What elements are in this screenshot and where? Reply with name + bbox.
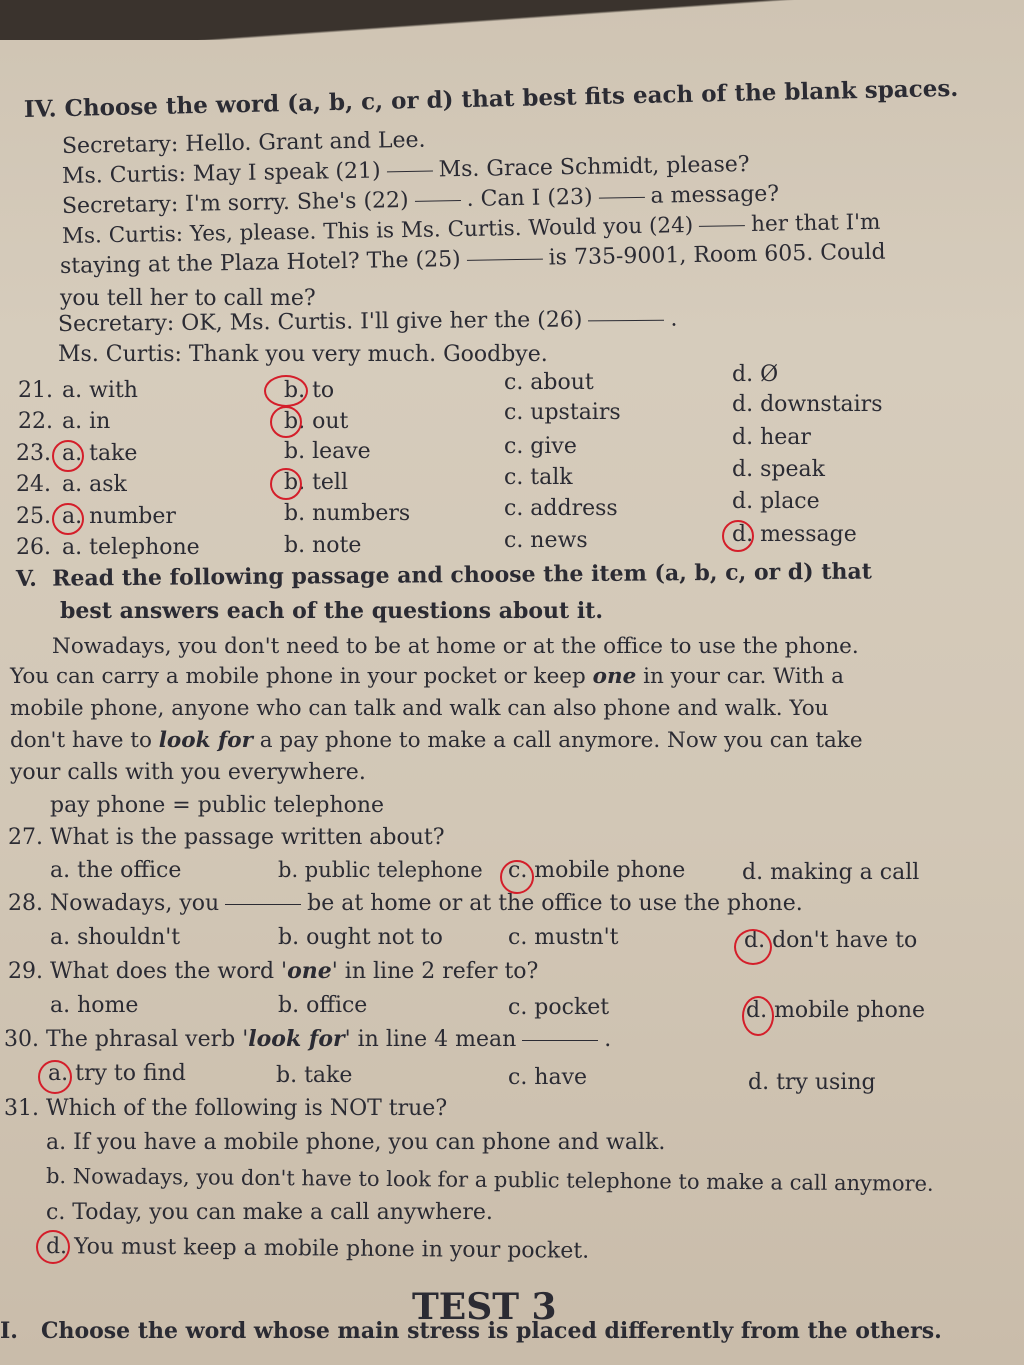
dialogue-line: Ms. Curtis: May I speak (21) Ms. Grace Schmidt, please? (61, 151, 750, 189)
option-a: a. the office (50, 858, 182, 883)
dialogue-line: Secretary: OK, Ms. Curtis. I'll give her the (26) . (57, 306, 678, 337)
question-number: 24. (16, 472, 51, 497)
question-30: 30. The phrasal verb 'look for' in line 4 mean . (4, 1026, 612, 1052)
answer-circle-28-d (734, 929, 772, 965)
option-a: a. home (50, 993, 139, 1018)
question-number: 26. (16, 535, 51, 560)
option-b: b. take (276, 1063, 353, 1088)
option-d: d. making a call (742, 860, 920, 885)
answer-circle-27-c (500, 860, 534, 894)
question-number: 22. (18, 409, 53, 434)
option-c: c. have (508, 1065, 588, 1090)
option-b: b. tell (284, 470, 349, 495)
option-d: d. Ø (732, 362, 779, 387)
blank-24 (699, 224, 745, 227)
passage-line: You can carry a mobile phone in your pocket or keep one in your car. With a (10, 664, 844, 689)
option-b: b. office (278, 993, 368, 1018)
option-b: b. out (284, 409, 349, 434)
option-c: c. about (504, 370, 594, 395)
question-27: 27. What is the passage written about? (8, 825, 445, 850)
section-v-roman: V. (15, 565, 38, 592)
blank-21 (387, 170, 433, 173)
option-a: a. shouldn't (50, 925, 181, 950)
question-number: 25. (16, 504, 51, 529)
option-d: d. You must keep a mobile phone in your pocket. (45, 1234, 590, 1264)
answer-circle-23-a (52, 440, 84, 472)
test-3-heading: TEST 3 (412, 1286, 557, 1328)
answer-circle-25-a (52, 503, 84, 535)
option-d: d. mobile phone (746, 998, 926, 1023)
answer-circle-24-b (270, 468, 302, 500)
question-28: 28. Nowadays, you be at home or at the office to use the phone. (8, 891, 803, 916)
option-b: b. public telephone (278, 858, 483, 882)
keyword-look-for: look for (158, 728, 253, 753)
blank-25 (467, 258, 543, 261)
dialogue-line: you tell her to call me? (60, 286, 316, 311)
option-b: b. to (284, 378, 335, 403)
option-c: c. address (504, 496, 618, 521)
dialogue-line: Ms. Curtis: Thank you very much. Goodbye. (58, 342, 548, 367)
dialogue-line: staying at the Plaza Hotel? The (25) is 735-9001, Room 605. Could (59, 239, 886, 279)
option-d: d. message (732, 522, 857, 547)
answer-circle-30-a (38, 1060, 72, 1094)
option-c: c. news (504, 528, 588, 553)
answer-circle-29-d (742, 996, 774, 1036)
keyword-one: one (592, 664, 637, 689)
answer-circle-26-d (722, 520, 754, 552)
question-number: 21. (18, 378, 53, 403)
option-b: b. Nowadays, you don't have to look for a public telephone to make a call anymore. (45, 1164, 934, 1196)
section-iv-roman: IV. (23, 95, 57, 123)
option-c: c. talk (504, 465, 573, 490)
answer-circle-31-d (36, 1230, 70, 1264)
blank-30 (522, 1039, 598, 1041)
option-a: a. If you have a mobile phone, you can phone and walk. (46, 1130, 666, 1155)
passage-line: your calls with you everywhere. (10, 760, 366, 785)
shadow-edge (0, 0, 1024, 40)
passage-line: don't have to look for a pay phone to make a call anymore. Now you can take (10, 728, 863, 753)
option-c: c. upstairs (504, 400, 621, 425)
option-d: d. don't have to (744, 928, 918, 953)
dialogue-line: Ms. Curtis: Yes, please. This is Ms. Curtis. Would you (24) her that I'm (61, 209, 881, 249)
option-d: d. try using (748, 1070, 876, 1095)
option-d: d. speak (732, 457, 825, 482)
section-iv-title: Choose the word (a, b, c, or d) that best fits each of the blank spaces. (64, 74, 959, 123)
option-d: d. downstairs (732, 392, 883, 417)
passage-line: Nowadays, you don't need to be at home or at the office to use the phone. (52, 634, 859, 659)
passage-line: mobile phone, anyone who can talk and walk can also phone and walk. You (10, 696, 829, 721)
option-c: c. mustn't (508, 925, 619, 950)
option-b: b. note (284, 533, 362, 558)
blank-22 (415, 199, 461, 202)
question-29: 29. What does the word 'one' in line 2 refer to? (8, 958, 539, 984)
option-c: c. Today, you can make a call anywhere. (46, 1200, 493, 1225)
option-c: c. pocket (508, 995, 610, 1020)
section-v-title-2: best answers each of the questions about it. (60, 598, 604, 624)
option-a: a. telephone (62, 535, 200, 560)
option-a: a. with (62, 378, 138, 403)
vocab-note: pay phone = public telephone (50, 793, 385, 818)
section-v-title: Read the following passage and choose the item (a, b, c, or d) that (52, 558, 872, 592)
option-b: b. numbers (284, 501, 411, 526)
test-3-instruction: I. Choose the word whose main stress is placed differently from the others. (0, 1318, 942, 1344)
option-c: c. mobile phone (508, 858, 686, 883)
option-d: d. place (732, 489, 820, 514)
question-31: 31. Which of the following is NOT true? (4, 1096, 448, 1121)
answer-circle-21-b (264, 375, 308, 407)
question-number: 23. (16, 441, 51, 466)
option-a: a. in (62, 409, 111, 434)
dialogue-line: Secretary: Hello. Grant and Lee. (61, 127, 426, 159)
answer-circle-22-b (270, 406, 302, 438)
option-a: a. ask (62, 472, 127, 497)
blank-28 (225, 903, 301, 905)
option-d: d. hear (732, 425, 811, 450)
section-iv-heading (24, 75, 959, 123)
option-a: a. try to find (48, 1061, 186, 1086)
option-c: c. give (504, 434, 577, 459)
blank-23 (599, 196, 645, 199)
option-b: b. leave (284, 439, 371, 464)
option-a: a. number (62, 504, 176, 529)
option-b: b. ought not to (278, 925, 443, 950)
dialogue-line: Secretary: I'm sorry. She's (22) . Can I (23) a message? (61, 181, 780, 219)
section-v-heading (16, 559, 872, 592)
option-a: a. take (62, 441, 138, 466)
blank-26 (588, 319, 664, 322)
